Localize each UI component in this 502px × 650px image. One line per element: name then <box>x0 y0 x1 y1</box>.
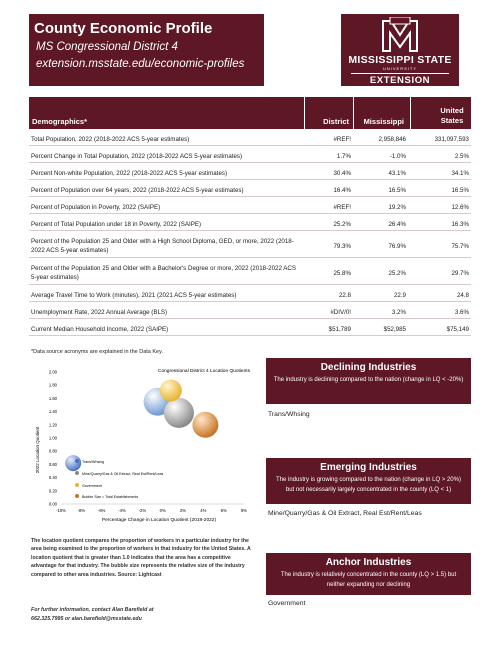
legend-swatch-size <box>75 494 79 498</box>
district-name: MS Congressional District 4 <box>36 41 178 53</box>
mississippi-value: 43.1% <box>388 169 406 177</box>
y-tick-label: 2.00 <box>48 369 57 375</box>
row-label: Percent of the Population 25 and Older with a High School Diploma, GED, or more, 2022 (2018-2022 ACS 5-year estimates) <box>31 238 294 254</box>
bubble-point <box>65 455 81 471</box>
extension-label: EXTENSION <box>351 73 449 87</box>
us-value: 2.5% <box>454 152 469 160</box>
legend-label-government: Government <box>82 484 102 488</box>
table-row <box>29 289 471 302</box>
chart-xlabel: Percentage Change in Location Quotient (2019-2022) <box>101 518 217 523</box>
x-tick-label: -6% <box>97 508 106 513</box>
profile-url[interactable]: extension.msstate.edu/economic-profiles <box>36 58 245 70</box>
data-key-note: *Data source acronyms are explained in the Data Key. <box>31 349 163 355</box>
table-row <box>29 306 471 319</box>
y-tick-label: 1.20 <box>48 422 57 428</box>
mississippi-value: 3.2% <box>391 308 406 316</box>
us-value: 29.7% <box>451 269 469 277</box>
us-value: 331,097,593 <box>434 135 469 143</box>
row-label: Current Median Household Income, 2022 (SAIPE) <box>31 325 169 333</box>
district-value: #DIV/0! <box>330 308 351 316</box>
row-label: Percent of Total Population under 18 in Poverty, 2022 (SAIPE) <box>31 220 202 228</box>
contact-info <box>31 606 231 623</box>
row-label: Percent of Population in Poverty, 2022 (SAIPE) <box>31 203 161 211</box>
us-value: 24.8 <box>456 291 469 299</box>
table-row <box>29 218 471 231</box>
mississippi-value: 26.4% <box>388 220 406 228</box>
msu-m-emblem-icon <box>381 17 419 53</box>
us-value: 16.5% <box>451 186 469 194</box>
us-value: 16.3% <box>451 220 469 228</box>
legend-swatch-government <box>75 483 79 487</box>
y-tick-label: 1.60 <box>48 395 57 401</box>
x-tick-label: -10% <box>56 508 66 513</box>
bubble-point <box>164 398 194 428</box>
legend-label-emerging: Mine/Quarry/Gas & Oil Extract, Real Est/Rent/Leas <box>82 472 164 476</box>
anchor-desc: The industry is relatively concentrated in the county (LQ > 1.5) but neither expanding nor declining <box>280 572 457 588</box>
contact-line-2[interactable]: 662.325.7995 or alan.barefield@msstate.edu <box>31 615 142 622</box>
msu-extension-logo <box>341 14 459 86</box>
anchor-industries-panel <box>266 553 471 595</box>
row-label: Average Travel Time to Work (minutes), 2021 (2021 ACS 5-year estimates) <box>31 291 237 299</box>
row-label: Percent of Population over 64 years, 2022 (2018-2022 ACS 5-year estimates) <box>31 186 244 194</box>
table-row <box>29 235 471 258</box>
mississippi-value: -1.0% <box>389 152 406 160</box>
x-tick-label: 0% <box>159 508 166 513</box>
y-tick-label: 0.40 <box>48 475 57 481</box>
table-row <box>29 133 471 146</box>
us-value: 75.7% <box>451 242 469 250</box>
x-tick-label: 2% <box>179 508 187 513</box>
x-tick-label: 8% <box>240 508 248 513</box>
chart-legend <box>75 459 163 499</box>
mississippi-value: 76.9% <box>388 242 406 250</box>
row-label: Percent of the Population 25 and Older with a Bachelor's Degree or more, 2022 (2018-2022 ACS 5-year estimates) <box>31 265 296 281</box>
demographics-table <box>29 97 471 336</box>
legend-swatch-trans <box>75 459 79 463</box>
district-value: 25.8% <box>333 269 351 277</box>
district-value: 25.2% <box>333 220 351 228</box>
district-value: #REF! <box>333 203 351 211</box>
district-value: 30.4% <box>333 169 351 177</box>
mississippi-value: 2,958,846 <box>378 135 406 143</box>
anchor-industries-list: Government <box>268 600 306 607</box>
row-label: Unemployment Rate, 2022 Annual Average (BLS) <box>31 308 168 316</box>
declining-industries-panel <box>266 358 471 404</box>
col-united-states: United States <box>440 106 464 125</box>
district-value: 1.7% <box>336 152 351 160</box>
y-tick-label: 1.00 <box>48 435 57 441</box>
col-demographics: Demographics* <box>32 117 88 126</box>
row-label: Percent Change in Total Population, 2022 (2018-2022 ACS 5-year estimates) <box>31 152 243 160</box>
mississippi-value: 22.9 <box>393 291 406 299</box>
bubble-point <box>160 379 182 401</box>
table-row <box>29 201 471 214</box>
y-tick-label: 0.80 <box>48 448 57 454</box>
bubble-point <box>192 412 218 438</box>
y-tick-label: 0.20 <box>48 488 57 494</box>
y-tick-label: 1.80 <box>48 382 57 388</box>
table-row <box>29 184 471 197</box>
chart-ylabel: 2022 Location Quotient <box>35 426 40 474</box>
row-label: Percent Non-white Population, 2022 (2018-2022 ACS 5-year estimates) <box>31 169 228 177</box>
mississippi-value: $52,985 <box>383 325 406 333</box>
district-value: 16.4% <box>333 186 351 194</box>
declining-industries-list: Trans/Whsing <box>268 411 310 418</box>
location-quotient-explanation: The location quotient compares the proportion of workers in a particular industry for the area being examined to the proportion of workers in that industry for the United States. A location quotient that is greater than 1.0 indicates that the area has a competitive advantage for that industry. The bubble size represents the relative size of the industry compared to other area industries. Source: Lightcast <box>31 538 251 578</box>
y-tick-label: 0.00 <box>48 501 57 507</box>
table-header <box>29 97 471 129</box>
district-value: 22.8 <box>338 291 351 299</box>
table-row <box>29 262 471 285</box>
emerging-industries-panel <box>266 458 471 504</box>
university-name: MISSISSIPPI STATE <box>348 54 452 66</box>
table-row <box>29 150 471 163</box>
x-tick-label: -2% <box>138 508 147 513</box>
mississippi-value: 19.2% <box>388 203 406 211</box>
university-subtitle: UNIVERSITY <box>382 66 417 71</box>
district-value: 79.3% <box>333 242 351 250</box>
legend-label-trans: Trans/Whsing <box>82 460 105 464</box>
x-tick-label: 6% <box>220 508 227 513</box>
y-tick-label: 1.40 <box>48 409 57 415</box>
us-value: 3.6% <box>454 308 469 316</box>
page-title: County Economic Profile <box>34 20 213 37</box>
emerging-industries-list: Mine/Quarry/Gas & Oil Extract, Real Est/Rent/Leas <box>268 510 422 517</box>
declining-title: Declining Industries <box>320 362 417 373</box>
x-tick-label: 4% <box>200 508 207 513</box>
declining-desc: The industry is declining compared to the nation (change in LQ < -20%) <box>273 377 464 383</box>
x-tick-label: -4% <box>118 508 126 513</box>
table-row <box>29 323 471 336</box>
emerging-title: Emerging Industries <box>320 462 417 473</box>
row-label: Total Population, 2022 (2018-2022 ACS 5-year estimates) <box>31 135 190 143</box>
us-value: 34.1% <box>451 169 469 177</box>
mississippi-value: 16.5% <box>388 186 406 194</box>
col-district: District <box>323 117 349 126</box>
profile-header <box>29 14 264 86</box>
x-tick-label: -8% <box>77 508 86 513</box>
us-value: $75,149 <box>446 325 469 333</box>
chart-title: Congressional District 4 Location Quotients <box>158 369 250 374</box>
mississippi-value: 25.2% <box>388 269 406 277</box>
contact-line-1: For further information, contact Alan Barefield at <box>31 607 154 613</box>
district-value: #REF! <box>333 135 351 143</box>
anchor-title: Anchor Industries <box>325 557 412 568</box>
table-row <box>29 167 471 180</box>
legend-label-size: Bubble Size = Total Establishments <box>82 495 139 499</box>
us-value: 12.6% <box>451 203 469 211</box>
emerging-desc: The industry is growing compared to the nation (change in LQ > 20%) but not necessarily largely concentrated in the county (LQ < 1) <box>276 477 461 493</box>
district-value: $51,789 <box>328 325 351 333</box>
col-mississippi: Mississippi <box>363 117 404 126</box>
y-tick-label: 0.60 <box>48 461 57 467</box>
location-quotient-bubble-chart <box>29 360 259 530</box>
legend-swatch-emerging <box>75 471 79 475</box>
